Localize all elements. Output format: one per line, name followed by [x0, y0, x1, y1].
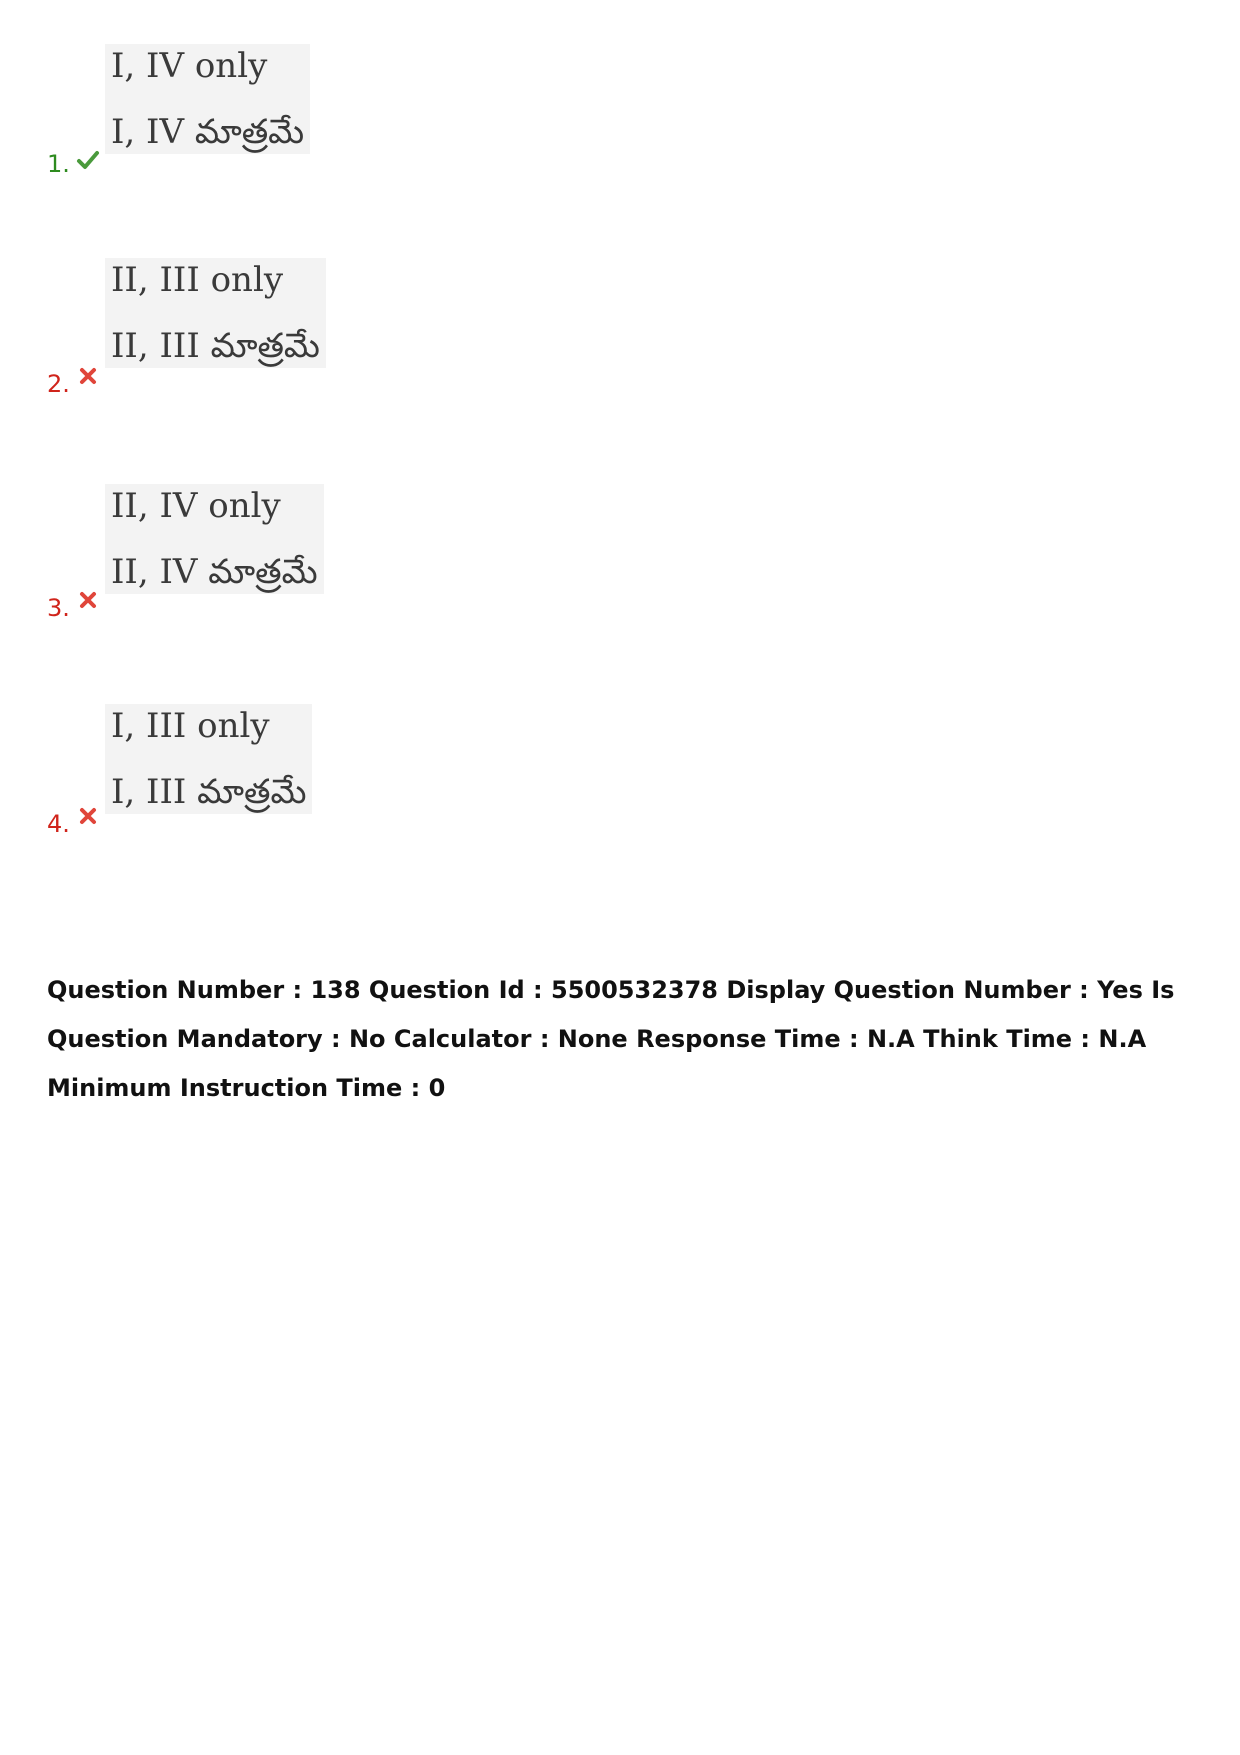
option-english-text: I, III only — [111, 706, 270, 746]
option-english-text: II, IV only — [111, 486, 281, 526]
option-image — [105, 258, 326, 368]
cross-icon — [76, 364, 100, 388]
option-number: 1. — [47, 150, 70, 178]
option-telugu-text: II, IV మాత్రమే — [111, 552, 318, 592]
option-image — [105, 704, 312, 814]
option-image — [105, 44, 310, 154]
check-icon — [76, 148, 100, 172]
option-number: 4. — [47, 810, 70, 838]
option-english-text: II, III only — [111, 260, 284, 300]
question-metadata: Question Number : 138 Question Id : 5500532378 Display Question Number : Yes Is Question Mandatory : No Calculator : None Response Time : N.A Think Time : N.A Minimum Instruction Time : 0 — [47, 976, 1175, 1102]
cross-icon — [76, 804, 100, 828]
option-telugu-text: II, III మాత్రమే — [111, 326, 320, 366]
option-english-text: I, IV only — [111, 46, 268, 86]
option-number: 2. — [47, 370, 70, 398]
option-number: 3. — [47, 594, 70, 622]
cross-icon — [76, 588, 100, 612]
option-telugu-text: I, IV మాత్రమే — [111, 112, 305, 152]
option-telugu-text: I, III మాత్రమే — [111, 772, 307, 812]
option-image — [105, 484, 324, 594]
